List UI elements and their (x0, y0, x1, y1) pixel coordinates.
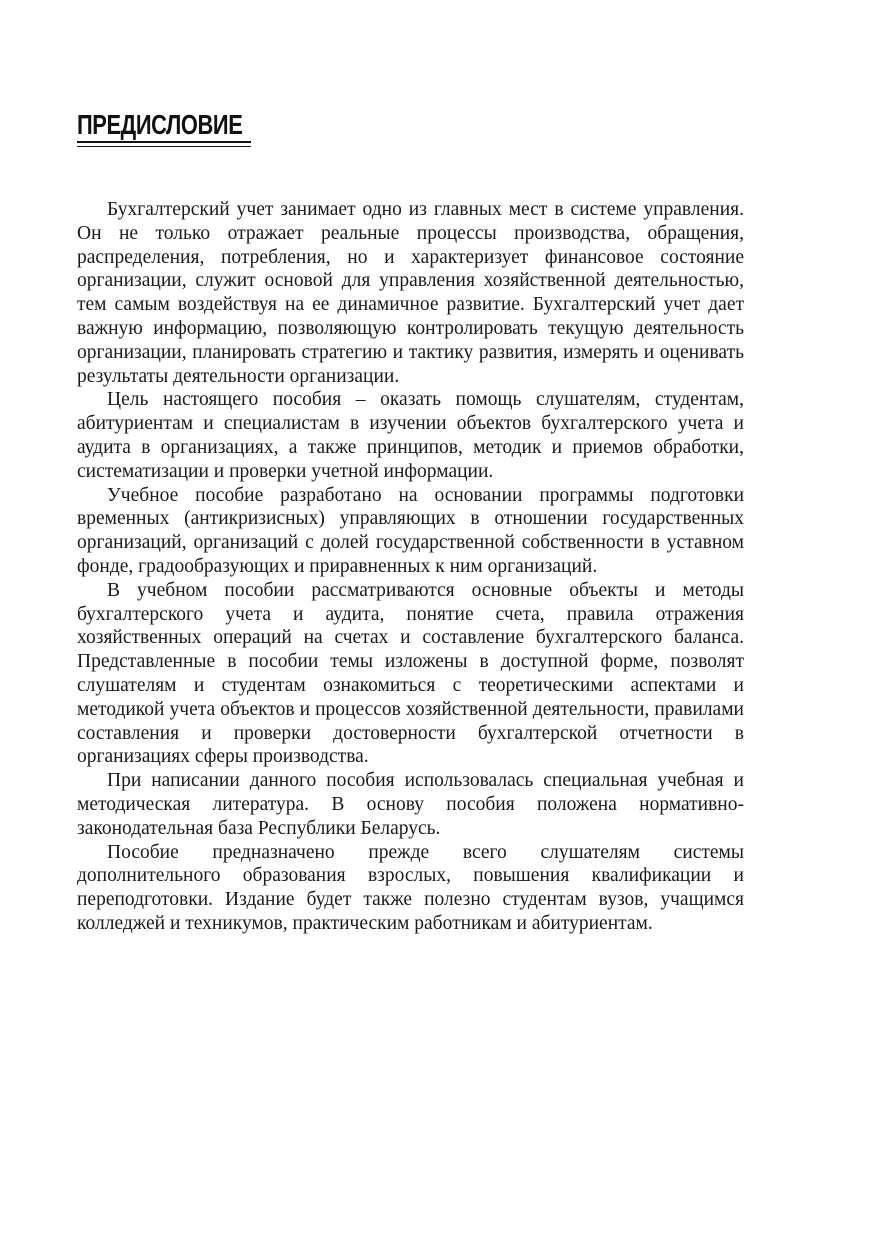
paragraph: Цель настоящего пособия – оказать помощь слушателям, студентам, абитуриентам и специалистам в изучении объектов бухгалтерского учета и аудита в организациях, а также принципов, методик и приемов обработки, систематизации и проверки учетной информации. (77, 389, 744, 482)
title-underline-thick (77, 141, 251, 143)
page-title: ПРЕДИСЛОВИЕ (77, 109, 243, 140)
paragraph: При написании данного пособия использовалась специальная учебная и методическая литература. В основу пособия положена нормативно-законодательная база Республики Беларусь. (77, 770, 744, 839)
paragraph: Пособие предназначено прежде всего слушателям системы дополнительного образования взрослых, повышения квалификации и переподготовки. Издание будет также полезно студентам вузов, учащимся колледжей и техникумов, практическим работникам и абитуриентам. (77, 841, 744, 934)
paragraph: Бухгалтерский учет занимает одно из главных мест в системе управления. Он не только отражает реальные процессы производства, обращения, распределения, потребления, но и характеризует финансовое состояние организации, служит основой для управления хозяйственной деятельностью, тем самым воздействуя на ее динамичное развитие. Бухгалтерский учет дает важную информацию, позволяющую контролировать текущую деятельность организации, планировать стратегию и тактику развития, измерять и оценивать результаты деятельности организации. (77, 199, 744, 387)
preface-body (77, 198, 744, 936)
title-underline-thin (77, 146, 251, 147)
paragraph: В учебном пособии рассматриваются основные объекты и методы бухгалтерского учета и аудита, понятие счета, правила отражения хозяйственных операций на счетах и составление бухгалтерского баланса. Представленные в пособии темы изложены в доступной форме, позволят слушателям и студентам ознакомиться с теоретическими аспектами и методикой учета объектов и процессов хозяйственной деятельности, правилами составления и проверки достоверности бухгалтерской отчетности в организациях сферы производства. (77, 579, 744, 768)
paragraph: Учебное пособие разработано на основании программы подготовки временных (антикризисных) управляющих в отношении государственных организаций, организаций с долей государственной собственности в уставном фонде, градообразующих и приравненных к ним организаций. (77, 484, 744, 577)
